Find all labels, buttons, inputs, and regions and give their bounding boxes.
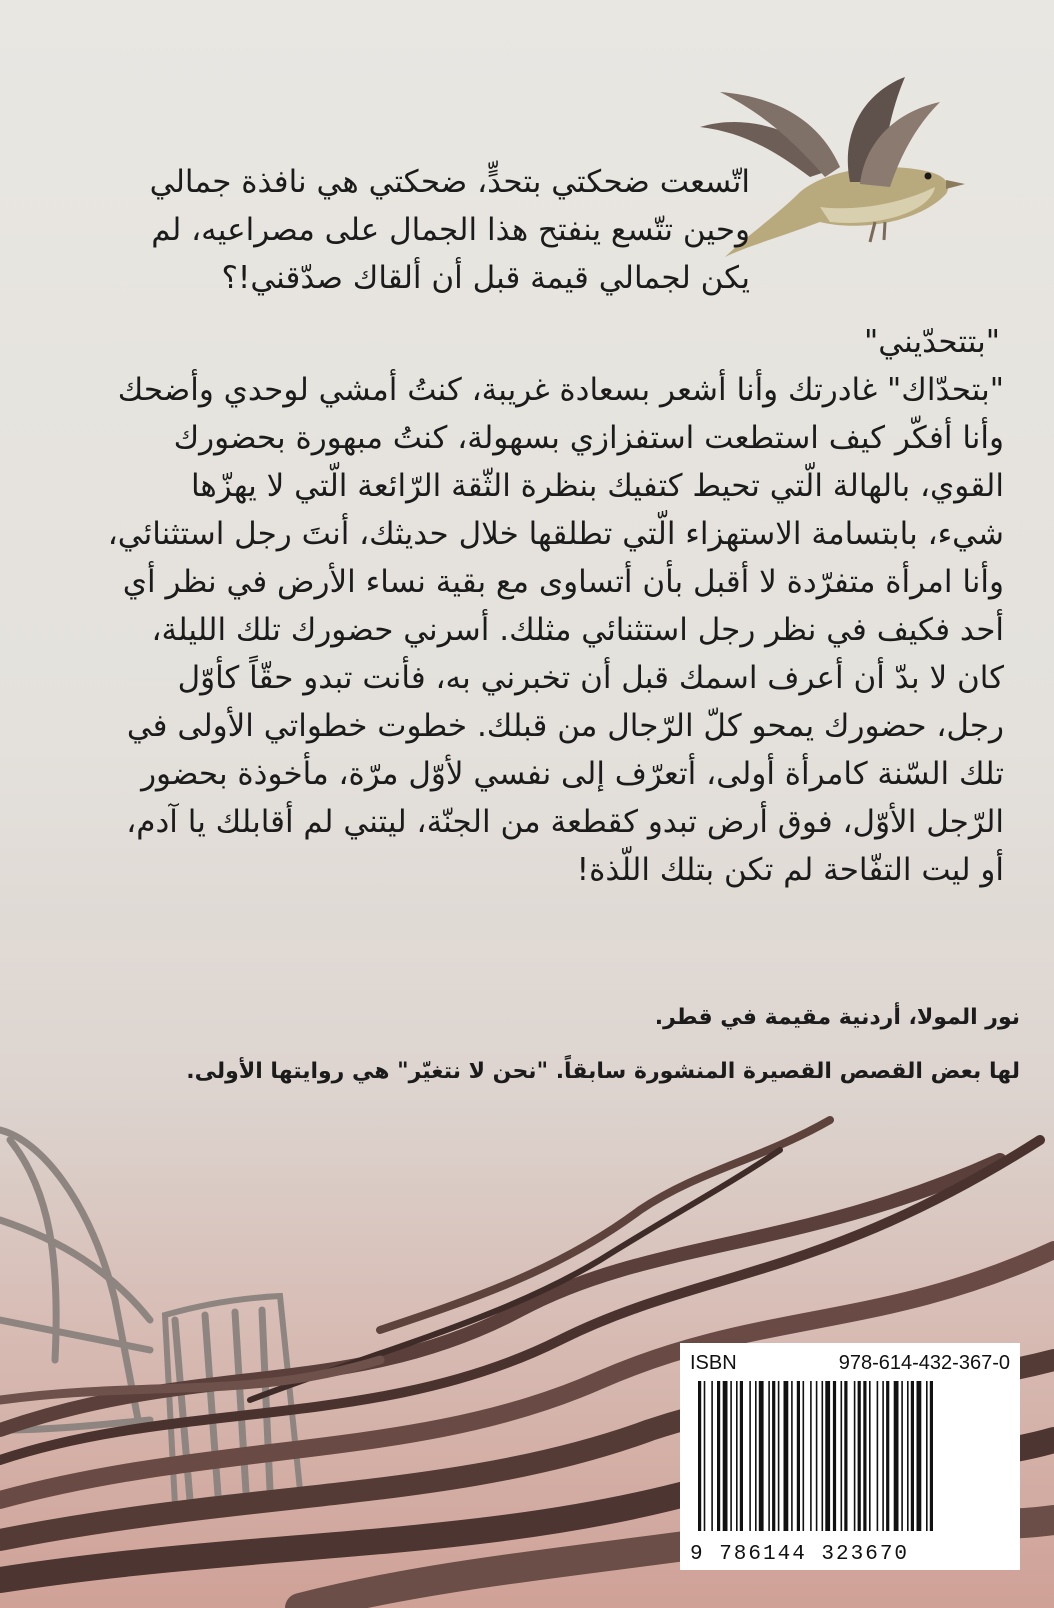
excerpt-line: تلك السّنة كامرأة أولى، أتعرّف إلى نفسي لأوّل مرّة، مأخوذة بحضور bbox=[141, 756, 1004, 792]
excerpt-line: شيء، بابتسامة الاستهزاء الّتي تطلقها خلال حديثك، أنتَ رجل استثنائي، bbox=[107, 516, 1004, 552]
intro-line: وحين تتّسع ينفتح هذا الجمال على مصراعيه، لم bbox=[151, 212, 750, 248]
intro-line: يكن لجمالي قيمة قبل أن ألقاك صدّقني!؟ bbox=[221, 260, 750, 296]
barcode-digits: 9 786144 323670 bbox=[690, 1543, 910, 1566]
excerpt-body bbox=[60, 366, 1004, 894]
intro-line: اتّسعت ضحكتي بتحدٍّ، ضحكتي هي نافذة جمالي bbox=[149, 164, 750, 200]
author-bio: نور المولا، أردنية مقيمة في قطر. bbox=[654, 1005, 1020, 1030]
barcode-bars bbox=[690, 1381, 1010, 1539]
excerpt-line: رجل، حضورك يمحو كلّ الرّجال من قبلك. خطوت خطواتي الأولى في bbox=[126, 708, 1004, 744]
excerpt-line: الرّجل الأوّل، فوق أرض تبدو كقطعة من الجنّة، ليتني لم أقابلك يا آدم، bbox=[126, 804, 1004, 840]
bird-body bbox=[725, 167, 965, 257]
isbn-number: 978-614-432-367-0 bbox=[838, 1352, 1010, 1374]
excerpt-line: القوي، بالهالة الّتي تحيط كتفيك بنظرة الثّقة الرّائعة الّتي لا يهزّها bbox=[190, 468, 1004, 504]
excerpt-line: أحد فكيف في نظر رجل استثنائي مثلك. أسرني حضورك تلك الليلة، bbox=[151, 612, 1004, 648]
isbn-barcode bbox=[680, 1343, 1020, 1570]
isbn-label: ISBN bbox=[690, 1352, 737, 1374]
quote-title: "بتتحدّيني" bbox=[864, 324, 1000, 360]
excerpt-line: كان لا بدّ أن أعرف اسمك قبل أن تخبرني به، فأنت تبدو حقّاً كأوّل bbox=[177, 660, 1004, 696]
isbn-line bbox=[690, 1351, 1010, 1375]
excerpt-line: أو ليت التفّاحة لم تكن بتلك اللّذة! bbox=[576, 852, 1004, 888]
excerpt-line: وأنا أفكّر كيف استطعت استفزازي بسهولة، كنتُ مبهورة بحضورك bbox=[173, 420, 1004, 456]
bird-wing-front bbox=[848, 77, 940, 187]
author-works: لها بعض القصص القصيرة المنشورة سابقاً. "نحن لا نتغيّر" هي روايتها الأولى. bbox=[186, 1059, 1020, 1084]
excerpt-line: وأنا امرأة متفرّدة لا أقبل بأن أتساوى مع بقية نساء الأرض في نظر أي bbox=[122, 564, 1004, 600]
excerpt-line: "بتحدّاك" غادرتك وأنا أشعر بسعادة غريبة، كنتُ أمشي لوحدي وأضحك bbox=[117, 372, 1004, 408]
intro-quote bbox=[60, 158, 750, 302]
